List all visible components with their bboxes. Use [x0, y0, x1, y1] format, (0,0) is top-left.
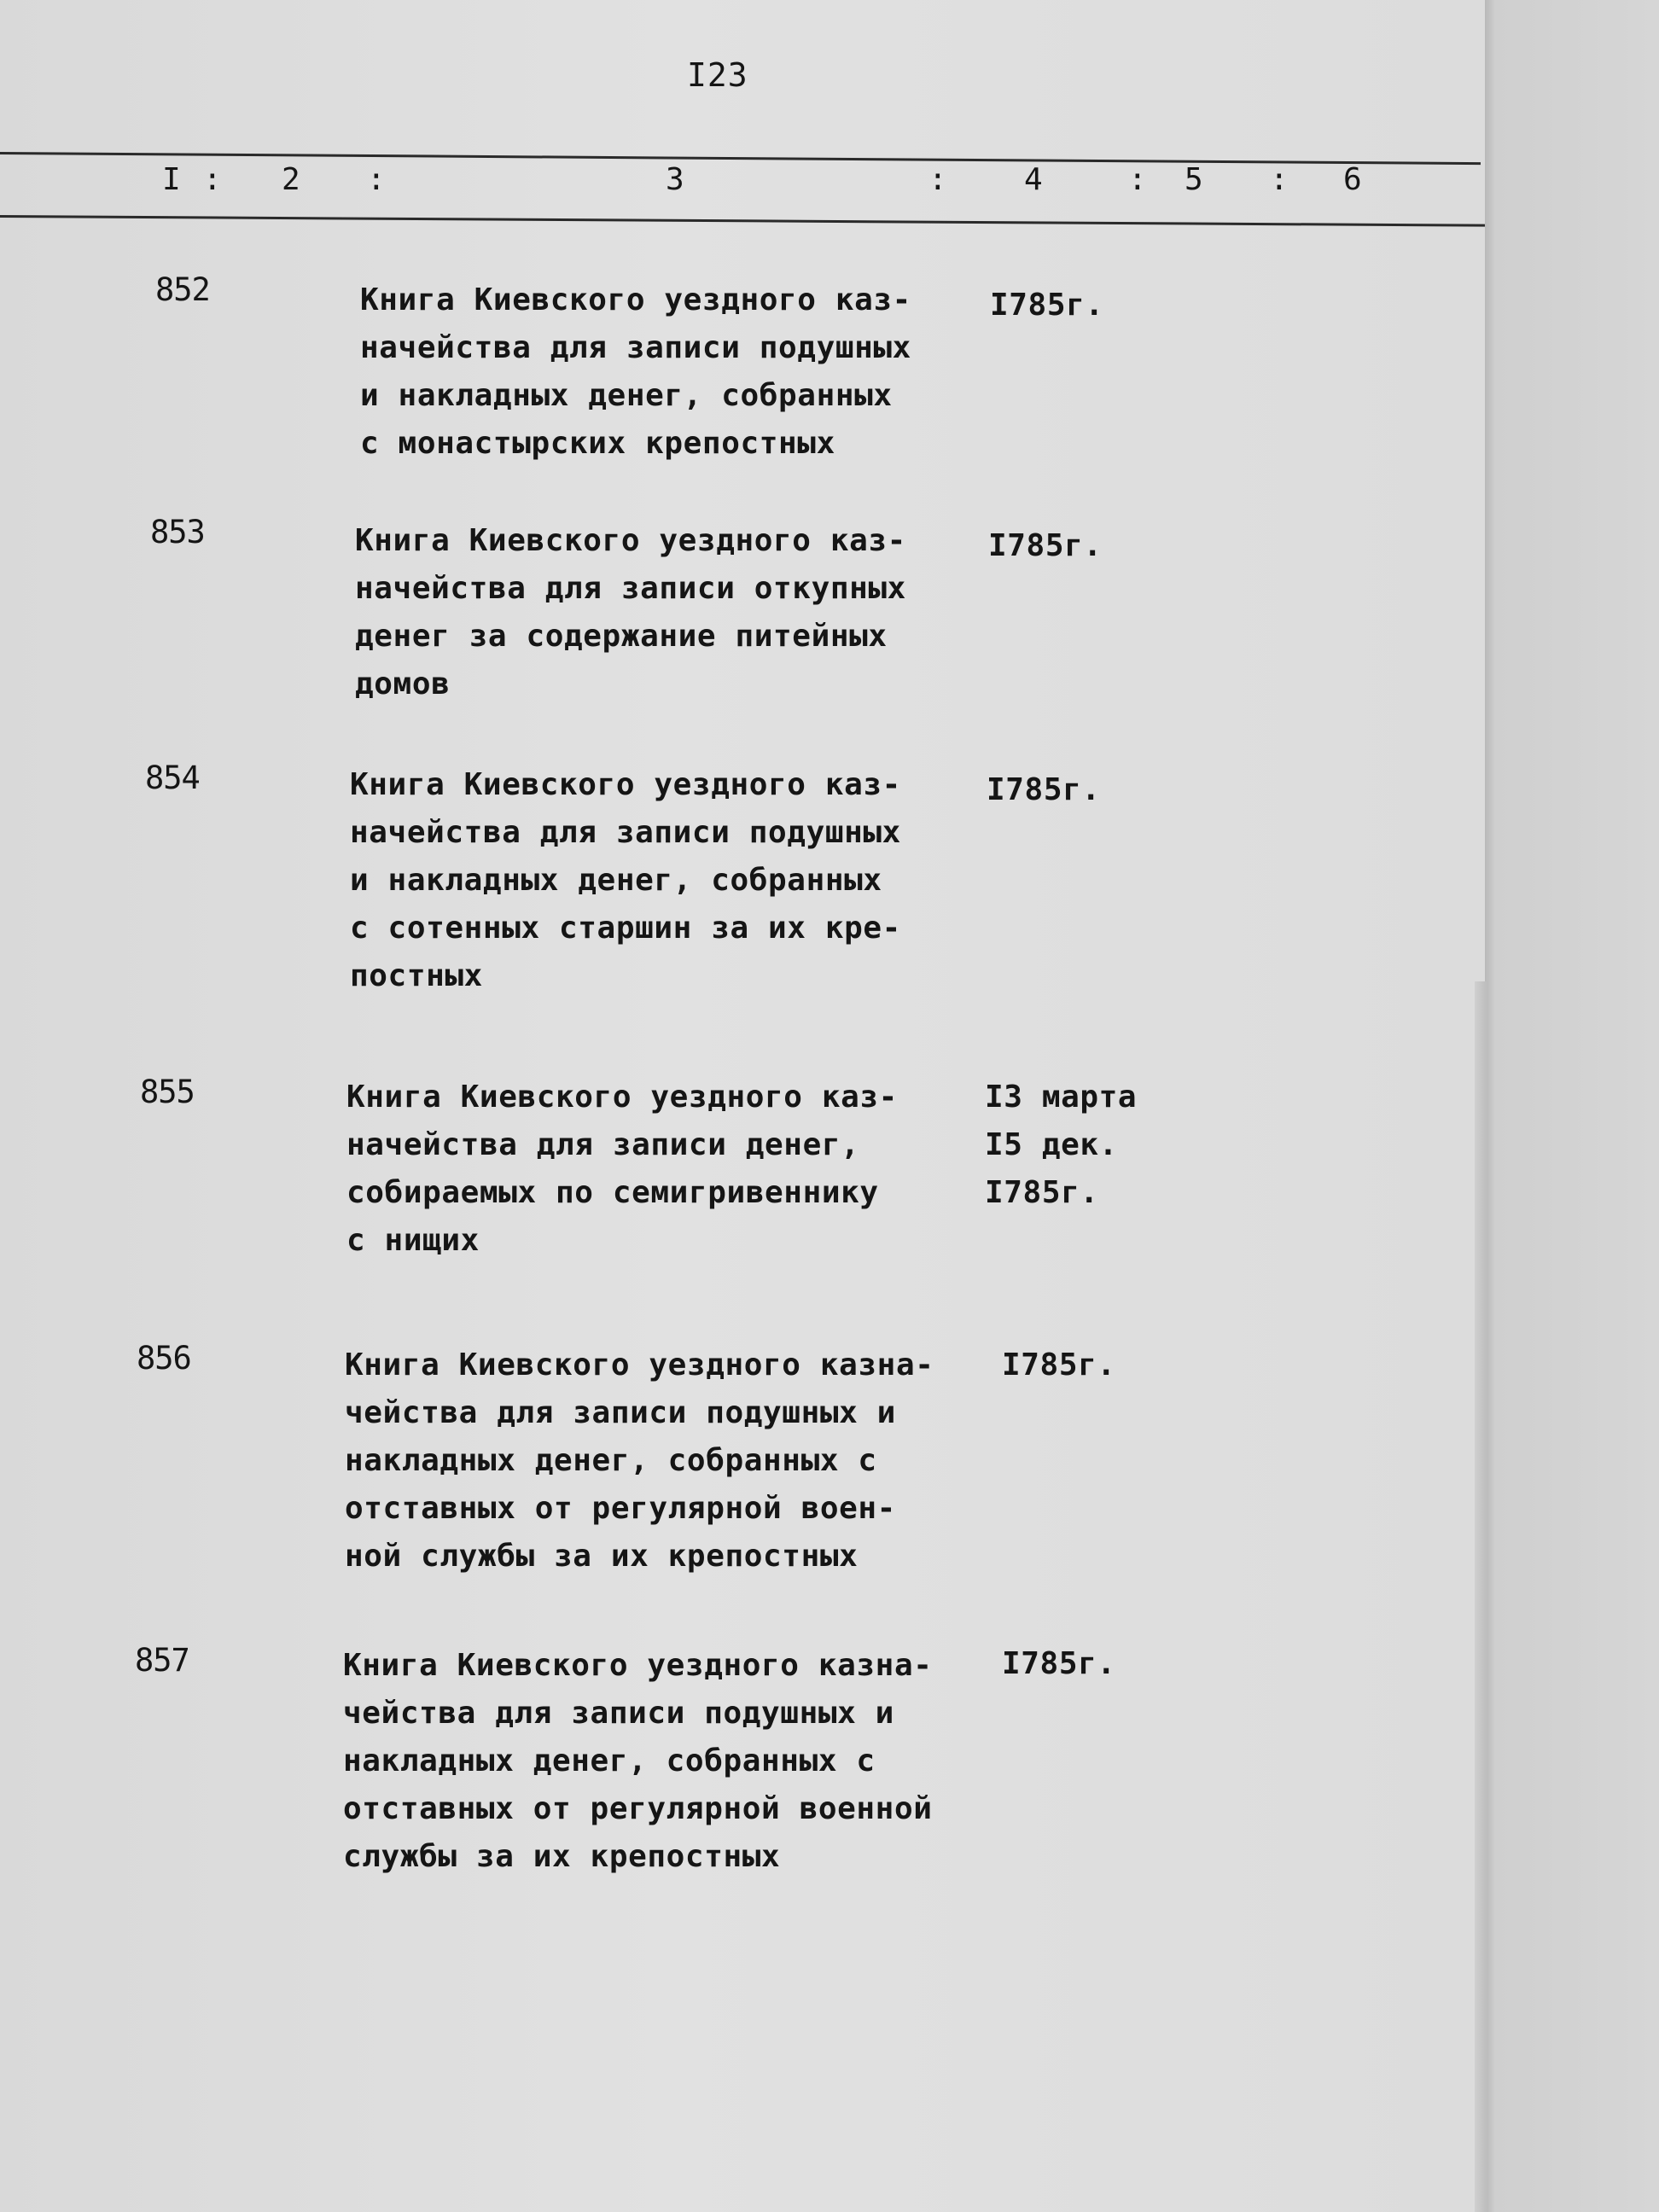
underlying-page	[1485, 0, 1659, 2212]
column-header-4: 4	[1024, 162, 1043, 197]
entry-description: Книга Киевского уездного каз- начейства для записи подушных и накладных денег, собранных с монастырских крепостных	[360, 282, 911, 461]
column-header-separator: :	[367, 162, 386, 197]
entry-description: Книга Киевского уездного каз- начейства для записи подушных и накладных денег, собранных с сотенных старшин за их кре- постных	[350, 767, 901, 993]
entry-description: Книга Киевского уездного казна- чейства для записи подушных и накладных денег, собранных с отставных от регулярной воен- ной службы за их крепостных	[345, 1348, 934, 1574]
entry-date: I785г.	[1002, 1646, 1116, 1681]
entry-number: 853	[150, 514, 205, 550]
entry-description: Книга Киевского уездного каз- начейства для записи откупных денег за содержание питейных домов	[355, 523, 906, 701]
entry-date: I785г.	[1002, 1348, 1116, 1382]
entry-number: 856	[137, 1340, 191, 1377]
entry-description: Книга Киевского уездного каз- начейства для записи денег, собираемых по семигривеннику с нищих	[346, 1080, 898, 1258]
column-header-separator: :	[203, 162, 222, 197]
entry-description: Книга Киевского уездного казна- чейства для записи подушных и накладных денег, собранных с отставных от регулярной военной службы за их крепостных	[343, 1648, 933, 1874]
column-header-5: 5	[1185, 162, 1203, 197]
page-number: I23	[687, 56, 748, 94]
entry-number: 854	[145, 760, 200, 796]
column-header-separator: :	[928, 162, 947, 197]
entry-date: I785г.	[988, 528, 1103, 563]
entry-number: 855	[140, 1074, 195, 1110]
entry-number: 857	[135, 1642, 189, 1679]
column-header-separator: :	[1270, 162, 1289, 197]
column-header-1: I	[162, 162, 181, 197]
page-edge-shadow	[1475, 981, 1487, 2212]
entry-date: I3 марта I5 дек. I785г.	[985, 1080, 1138, 1210]
entry-number: 852	[155, 271, 210, 308]
column-header-6: 6	[1343, 162, 1362, 197]
column-header-3: 3	[666, 162, 684, 197]
entry-date: I785г.	[987, 772, 1101, 807]
column-header-2: 2	[282, 162, 300, 197]
entry-date: I785г.	[990, 288, 1104, 323]
column-header-separator: :	[1128, 162, 1147, 197]
